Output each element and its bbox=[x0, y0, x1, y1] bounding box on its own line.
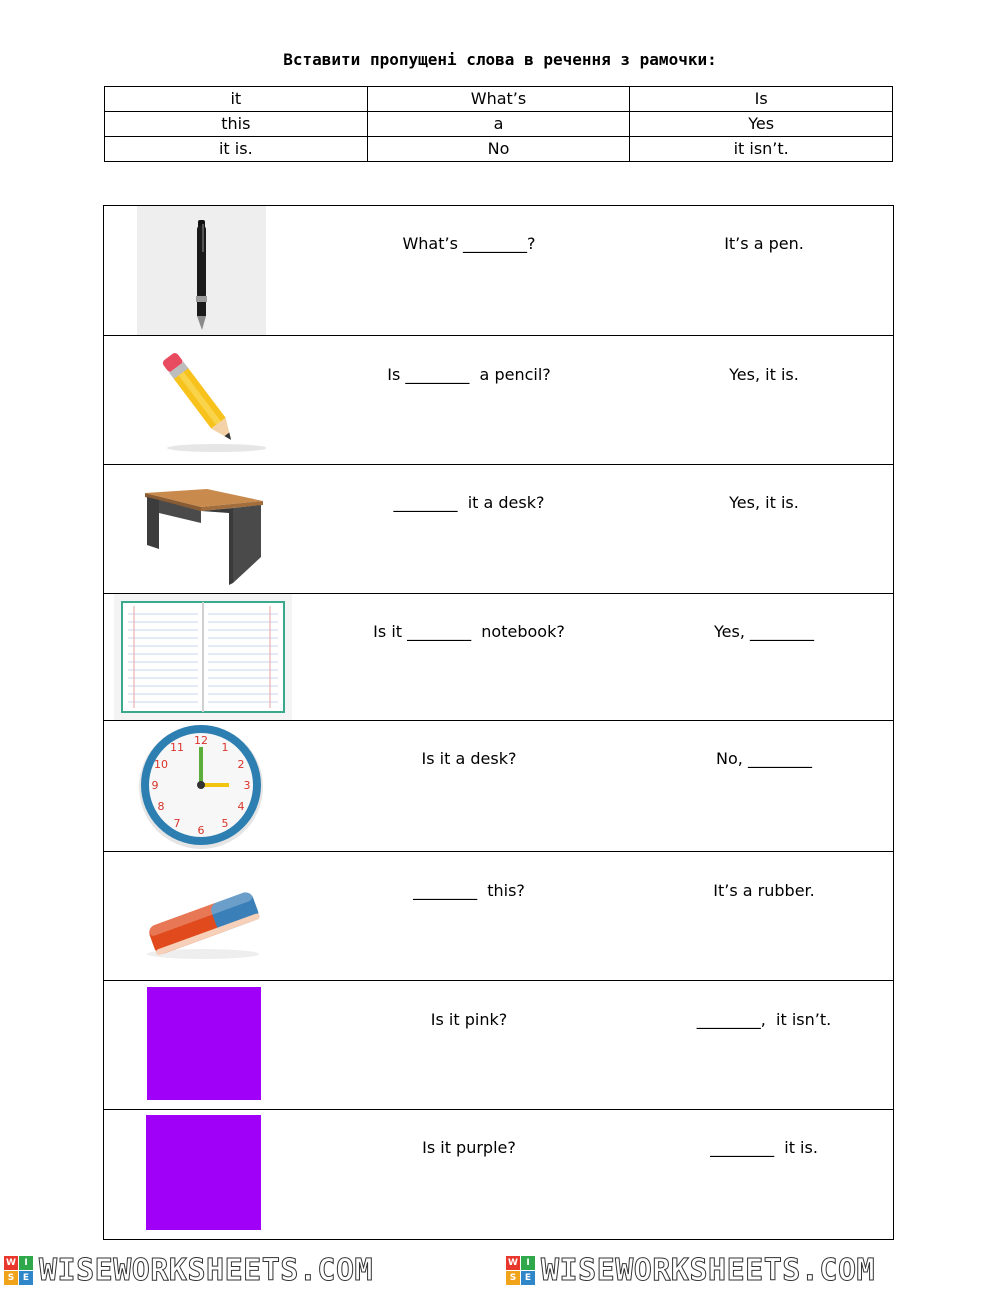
eraser-icon bbox=[137, 852, 266, 980]
word-box-row bbox=[105, 112, 893, 137]
purple-square bbox=[146, 1115, 261, 1230]
answer-text: Yes, it is. bbox=[729, 493, 799, 512]
question-text: ________ it a desk? bbox=[393, 493, 545, 512]
watermark-logo-icon: W I S E bbox=[506, 1256, 535, 1285]
word-box-cell: it bbox=[105, 87, 368, 112]
exercise-row bbox=[104, 464, 893, 593]
svg-text:4: 4 bbox=[237, 800, 245, 813]
question-text: Is ________ a pencil? bbox=[387, 365, 551, 384]
watermark-text: WISEWORKSHEETS.COM bbox=[541, 1252, 876, 1288]
desk-icon bbox=[137, 465, 266, 593]
svg-text:10: 10 bbox=[154, 758, 168, 771]
question-text: Is it pink? bbox=[430, 1010, 508, 1029]
question-text: ________ this? bbox=[413, 881, 525, 900]
svg-text:12: 12 bbox=[194, 734, 208, 747]
exercise-row bbox=[104, 980, 893, 1109]
answer-text: It’s a rubber. bbox=[713, 881, 815, 900]
question-text: Is it ________ notebook? bbox=[373, 622, 565, 641]
svg-text:3: 3 bbox=[243, 779, 251, 792]
svg-text:5: 5 bbox=[221, 817, 229, 830]
exercise-row bbox=[104, 335, 893, 464]
watermark bbox=[506, 1252, 876, 1288]
exercise-grid bbox=[103, 205, 894, 1240]
word-box-table bbox=[104, 86, 893, 162]
svg-text:1: 1 bbox=[221, 741, 229, 754]
watermark-text: WISEWORKSHEETS.COM bbox=[39, 1252, 374, 1288]
word-box-cell: it isn’t. bbox=[630, 137, 893, 162]
word-box-cell: this bbox=[105, 112, 368, 137]
answer-text: It’s a pen. bbox=[724, 234, 804, 253]
question-text: What’s ________? bbox=[402, 234, 536, 253]
pencil-picture bbox=[137, 336, 266, 463]
notebook-picture bbox=[114, 594, 292, 720]
exercise-row bbox=[104, 1109, 893, 1240]
word-box-cell: What’s bbox=[367, 87, 630, 112]
clock-picture bbox=[137, 721, 266, 851]
desk-picture bbox=[137, 465, 266, 593]
pencil-icon bbox=[137, 336, 266, 463]
svg-text:6: 6 bbox=[197, 824, 205, 837]
svg-text:7: 7 bbox=[173, 817, 181, 830]
word-box-cell: a bbox=[367, 112, 630, 137]
svg-text:8: 8 bbox=[157, 800, 165, 813]
word-box-cell: Is bbox=[630, 87, 893, 112]
clock-icon bbox=[137, 721, 266, 851]
exercise-row bbox=[104, 851, 893, 980]
answer-text: No, ________ bbox=[716, 749, 812, 768]
word-box-row bbox=[105, 87, 893, 112]
page-title: Вставити пропущені слова в речення з рамочки: bbox=[283, 50, 717, 69]
svg-text:2: 2 bbox=[237, 758, 245, 771]
answer-text: Yes, ________ bbox=[714, 622, 814, 641]
word-box-cell: Yes bbox=[630, 112, 893, 137]
word-box-row bbox=[105, 137, 893, 162]
notebook-icon bbox=[114, 594, 292, 720]
answer-text: ________, it isn’t. bbox=[696, 1010, 832, 1029]
exercise-row bbox=[104, 206, 893, 335]
svg-text:9: 9 bbox=[151, 779, 159, 792]
question-text: Is it a desk? bbox=[421, 749, 517, 768]
purple-square bbox=[147, 987, 261, 1100]
answer-text: Yes, it is. bbox=[729, 365, 799, 384]
exercise-row bbox=[104, 593, 893, 720]
exercise-row bbox=[104, 720, 893, 851]
word-box-cell: No bbox=[367, 137, 630, 162]
rubber-picture bbox=[137, 852, 266, 980]
watermark bbox=[4, 1252, 374, 1288]
svg-text:11: 11 bbox=[170, 741, 184, 754]
word-box-cell: it is. bbox=[105, 137, 368, 162]
pen-picture bbox=[137, 206, 266, 335]
pen-icon bbox=[137, 206, 266, 335]
question-text: Is it purple? bbox=[422, 1138, 516, 1157]
watermark-logo-icon: W I S E bbox=[4, 1256, 33, 1285]
answer-text: ________ it is. bbox=[710, 1138, 818, 1157]
